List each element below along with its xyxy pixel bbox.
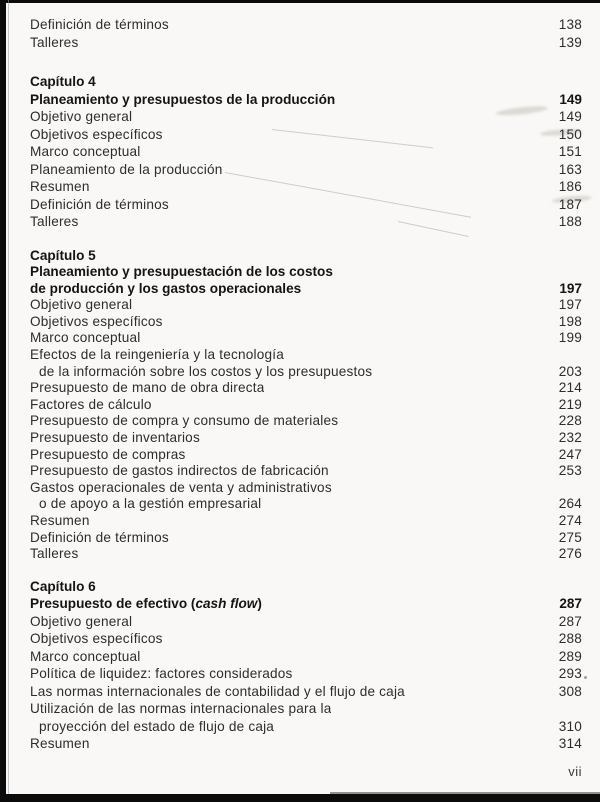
toc-item-row: [30, 16, 582, 34]
toc-chapter-6: [30, 578, 582, 753]
toc-item-row: [30, 178, 582, 196]
toc-item-row: [30, 413, 582, 430]
toc-intro-section: [30, 16, 582, 51]
toc-chapter-5: [30, 248, 582, 563]
toc-entry-label: [30, 595, 262, 613]
toc-entry-label-segment: ): [257, 596, 262, 612]
toc-entry-page: 149: [558, 109, 582, 124]
toc-entry-label: Definición de términos: [30, 196, 169, 212]
toc-entry-label: Presupuesto de mano de obra directa: [30, 380, 265, 396]
toc-entry-page: 139: [558, 34, 582, 50]
toc-entry-label: Resumen: [30, 179, 90, 194]
toc-entry-page: 219: [558, 396, 582, 412]
toc-entry-page: 289: [558, 648, 582, 664]
page-number-footer: vii: [568, 764, 582, 779]
toc-entry-label: Objetivos específicos: [30, 313, 163, 329]
toc-entry-page: 310: [558, 718, 582, 734]
toc-entry-label: Presupuesto de inventarios: [30, 430, 200, 446]
toc-item-row: [30, 530, 582, 547]
toc-chapter-label-row: [30, 248, 582, 265]
toc-entry-label-segment: de producción y los gastos operacionales: [30, 280, 302, 296]
toc-item-row: [30, 496, 582, 513]
toc-entry-page: 232: [558, 430, 582, 446]
toc-entry-label: proyección del estado de flujo de caja: [39, 718, 275, 734]
toc-entry-label: Objetivos específicos: [30, 126, 163, 142]
scan-edge-top: [0, 0, 600, 3]
scan-speck: [584, 676, 587, 679]
toc-item-row: [30, 397, 582, 414]
toc-chapter-label-row: [30, 578, 582, 596]
toc-entry-label-italic: cash flow: [195, 596, 258, 612]
toc-item-row: [30, 330, 582, 347]
toc-entry-page: 150: [558, 126, 582, 142]
toc-entry-label: Presupuesto de compra y consumo de materiales: [30, 413, 339, 429]
scan-edge-left-line: [8, 0, 9, 802]
scan-edge-bottom: [0, 794, 600, 802]
toc-entry-page: 287: [559, 596, 582, 612]
toc-entry-label: Resumen: [30, 513, 90, 528]
toc-entry-label: [30, 264, 333, 281]
toc-item-row: [30, 546, 582, 563]
toc-entry-label: Talleres: [30, 546, 79, 562]
toc-item-row: [30, 665, 582, 683]
scan-edge-left: [0, 0, 6, 802]
toc-item-row: [30, 161, 582, 179]
toc-item-row: [30, 143, 582, 161]
toc-entry-label: Marco conceptual: [30, 330, 141, 346]
toc-entry-label: Presupuesto de compras: [30, 446, 186, 462]
toc-entry-page: 247: [558, 446, 582, 462]
toc-entry-page: 293: [558, 666, 582, 682]
toc-item-row: [30, 630, 582, 648]
toc-entry-label: Efectos de la reingeniería y la tecnología: [30, 347, 284, 363]
toc-entry-label: Gastos operacionales de venta y administrativos: [30, 479, 332, 495]
toc-entry-label: Objetivo general: [30, 109, 133, 124]
toc-item-row: [30, 314, 582, 331]
toc-chapter-title-row: [30, 264, 582, 281]
toc-item-row: [30, 700, 582, 718]
toc-item-row: [30, 447, 582, 464]
toc-item-row: [30, 683, 582, 701]
toc-item-row: [30, 513, 582, 530]
toc-entry-page: 308: [558, 683, 582, 699]
toc-entry-label: Capítulo 5: [30, 247, 96, 263]
toc-entry-label: Marco conceptual: [30, 648, 141, 664]
toc-item-row: [30, 126, 582, 144]
toc-entry-page: 275: [558, 529, 582, 545]
toc-entry-label: Talleres: [30, 34, 79, 50]
toc-entry-label: Objetivo general: [30, 297, 133, 313]
toc-item-row: [30, 648, 582, 666]
table-of-contents: [30, 16, 582, 753]
toc-entry-label-segment: Presupuesto de efectivo (: [30, 596, 196, 612]
toc-item-row: [30, 297, 582, 314]
toc-entry-page: 203: [558, 363, 582, 379]
toc-entry-label-segment: Planeamiento y presupuestación de los costos: [30, 264, 333, 280]
toc-item-row: [30, 196, 582, 214]
toc-entry-page: 138: [558, 17, 582, 32]
toc-chapter-label-row: [30, 73, 582, 91]
toc-entry-label: Talleres: [30, 214, 79, 229]
toc-entry-label-segment: Planeamiento y presupuestos de la producción: [30, 91, 336, 107]
toc-entry-label: Planeamiento de la producción: [30, 161, 223, 177]
toc-item-row: [30, 613, 582, 631]
toc-item-row: [30, 463, 582, 480]
toc-item-row: [30, 108, 582, 126]
toc-entry-page: 276: [558, 546, 582, 562]
toc-item-row: [30, 430, 582, 447]
toc-chapter-title-row: [30, 281, 582, 298]
toc-entry-label: o de apoyo a la gestión empresarial: [39, 496, 262, 512]
toc-item-row: [30, 347, 582, 364]
toc-entry-label: Resumen: [30, 736, 90, 752]
toc-entry-label: Capítulo 6: [30, 578, 96, 594]
toc-entry-page: 198: [558, 313, 582, 329]
toc-entry-page: 314: [558, 736, 582, 752]
toc-entry-page: 149: [559, 91, 582, 107]
toc-entry-page: 253: [558, 463, 582, 479]
toc-entry-label: Utilización de las normas internacionales para la: [30, 701, 332, 717]
toc-chapter-title-row: [30, 91, 582, 109]
toc-entry-page: 288: [558, 631, 582, 647]
toc-entry-page: 199: [558, 330, 582, 346]
toc-entry-page: 287: [558, 613, 582, 629]
toc-entry-page: 186: [558, 179, 582, 194]
toc-entry-page: 163: [558, 161, 582, 177]
toc-entry-label: Presupuesto de gastos indirectos de fabricación: [30, 463, 329, 479]
toc-entry-page: 264: [558, 496, 582, 512]
toc-item-row: [30, 34, 582, 52]
toc-entry-page: 197: [558, 297, 582, 313]
toc-entry-label: Definición de términos: [30, 529, 169, 545]
toc-item-row: [30, 735, 582, 753]
toc-chapter-title-row: [30, 595, 582, 613]
toc-chapter-4: [30, 73, 582, 231]
toc-item-row: [30, 364, 582, 381]
toc-item-row: [30, 718, 582, 736]
toc-entry-label: [30, 91, 335, 109]
toc-entry-page: 187: [558, 196, 582, 212]
toc-entry-label: Política de liquidez: factores considerados: [30, 666, 293, 682]
toc-entry-label: Marco conceptual: [30, 144, 141, 159]
toc-entry-label: Objetivos específicos: [30, 631, 163, 647]
toc-entry-label: Objetivo general: [30, 613, 133, 629]
toc-entry-page: 197: [559, 280, 582, 296]
toc-item-row: [30, 480, 582, 497]
toc-entry-label: de la información sobre los costos y los presupuestos: [39, 363, 373, 379]
toc-entry-label: Capítulo 4: [30, 74, 96, 89]
toc-entry-page: 188: [558, 214, 582, 229]
toc-entry-label: Las normas internacionales de contabilidad y el flujo de caja: [30, 683, 405, 699]
toc-item-row: [30, 380, 582, 397]
toc-item-row: [30, 213, 582, 231]
toc-entry-page: 151: [558, 144, 582, 159]
toc-entry-page: 214: [558, 380, 582, 396]
toc-entry-page: 228: [558, 413, 582, 429]
toc-entry-label: Factores de cálculo: [30, 396, 152, 412]
toc-entry-page: 274: [558, 513, 582, 528]
toc-entry-label: Definición de términos: [30, 17, 169, 32]
toc-entry-label: [30, 281, 301, 298]
